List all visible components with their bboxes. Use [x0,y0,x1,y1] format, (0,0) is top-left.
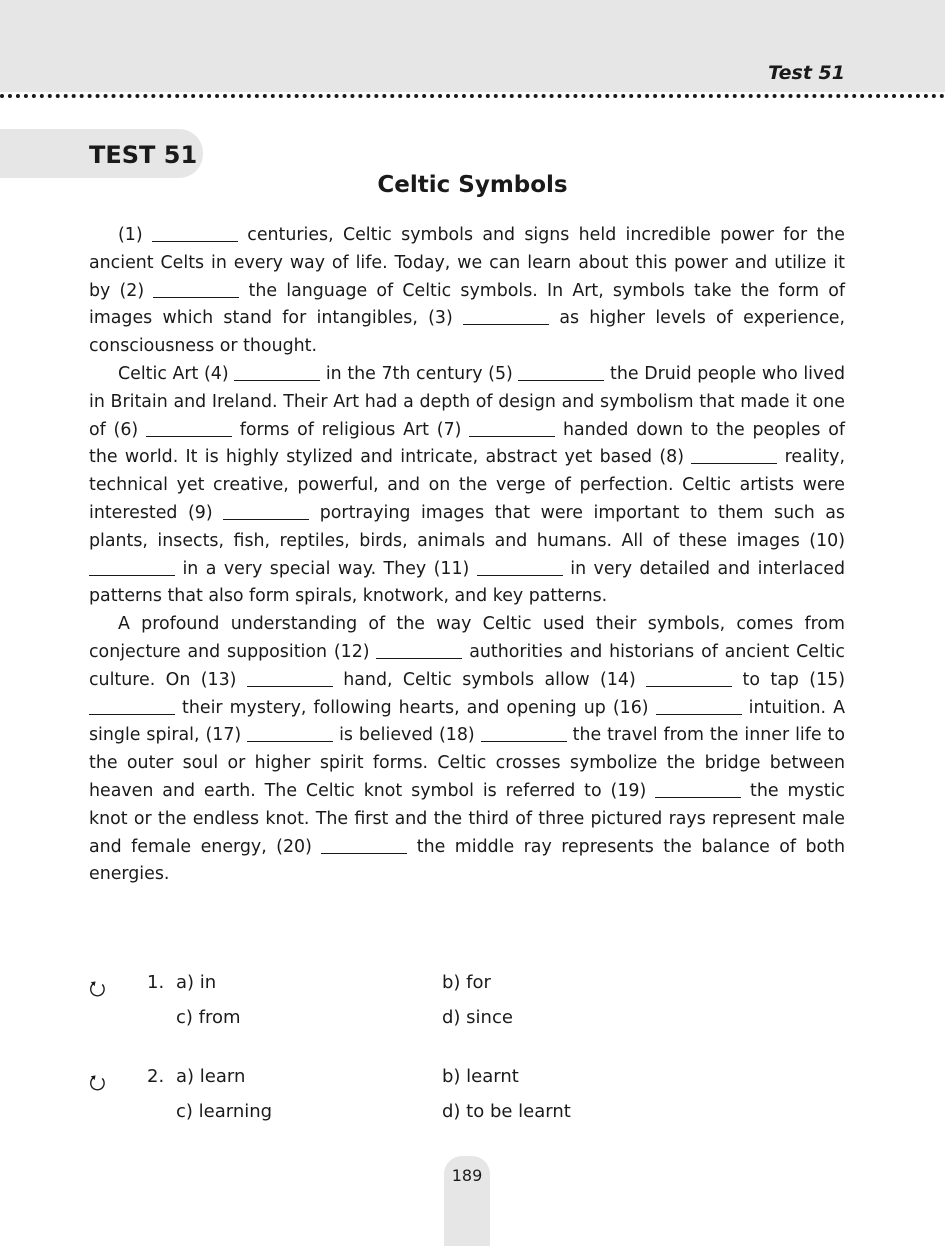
passage-title: Celtic Symbols [377,172,568,198]
option-b[interactable]: b) learnt [442,1066,519,1087]
option-d[interactable]: d) to be learnt [442,1101,571,1122]
option-c[interactable]: c) learning [176,1101,273,1122]
passage [89,222,845,889]
page-number: 189 [451,1166,483,1185]
option-d[interactable]: d) since [442,1007,513,1028]
paragraph: A profound understanding of the way Celtic used their symbols, comes from conjecture and supposition (12) authorities and historians of ancient Celtic culture. On (13) hand, Celtic symbols allow (14) to tap (15) their mystery, following hearts, and opening up (16) intuition. A single spiral, (17) is believed (18) the travel from the inner life to the outer soul or higher spirit forms. Celtic crosses symbolize the bridge between heaven and earth. The Celtic knot symbol is referred to (19) the mystic knot or the endless knot. The first and the third of three pictured rays represent male and female energy, (20) the middle ray represents the balance of both energies. [89,614,845,885]
answer-blank[interactable] [691,446,777,464]
dotted-divider [0,94,945,98]
option-a[interactable]: a) in [176,972,217,993]
answer-blank[interactable] [463,307,549,325]
test-label: TEST 51 [89,141,198,169]
question-2 [89,1066,849,1136]
question-number: 1. [147,972,165,993]
answer-blank[interactable] [518,363,604,381]
page-number-tab [444,1156,490,1246]
arrow-icon: ⭮ [89,976,106,1000]
answer-blank[interactable] [646,668,732,686]
answer-blank[interactable] [153,279,239,297]
answer-blank[interactable] [376,641,462,659]
question-number: 2. [147,1066,165,1087]
answer-blank[interactable] [247,724,333,742]
question-1 [89,972,849,1042]
answer-blank[interactable] [89,696,175,714]
answer-blank[interactable] [223,502,309,520]
paragraph: Celtic Art (4) in the 7th century (5) the Druid people who lived in Britain and Ireland. Their Art had a depth of design and symbolism that made it one of (6) forms of religious Art (7) handed down to the peoples of the world. It is highly stylized and intricate, abstract yet based (8) reality, technical yet creative, powerful, and on the verge of perfection. Celtic artists were interested (9) portraying images that were important to them such as plants, insects, fish, reptiles, birds, animals and humans. All of these images (10) in a very special way. They (11) in very detailed and interlaced patterns that also form spirals, knotwork, and key patterns. [89,363,846,607]
answer-blank[interactable] [321,835,407,853]
answer-blank[interactable] [152,224,238,242]
option-a[interactable]: a) learn [176,1066,246,1087]
answer-blank[interactable] [247,668,333,686]
answer-blank[interactable] [234,363,320,381]
arrow-icon: ⭮ [89,1070,106,1094]
paragraph: (1) centuries, Celtic symbols and signs held incredible power for the ancient Celts in every way of life. Today, we can learn about this power and utilize it by (2) the language of Celtic symbols. In Art, symbols take the form of images which stand for intangibles, (3) as higher levels of experience, consciousness or thought. [89,225,845,357]
answer-blank[interactable] [477,557,563,575]
answer-blank[interactable] [481,724,567,742]
answer-blank[interactable] [89,557,175,575]
running-head: Test 51 [768,62,845,84]
test-tab [0,129,203,178]
answer-blank[interactable] [146,418,232,436]
answer-blank[interactable] [469,418,555,436]
option-c[interactable]: c) from [176,1007,241,1028]
answer-blank[interactable] [656,696,742,714]
answer-blank[interactable] [655,780,741,798]
option-b[interactable]: b) for [442,972,491,993]
